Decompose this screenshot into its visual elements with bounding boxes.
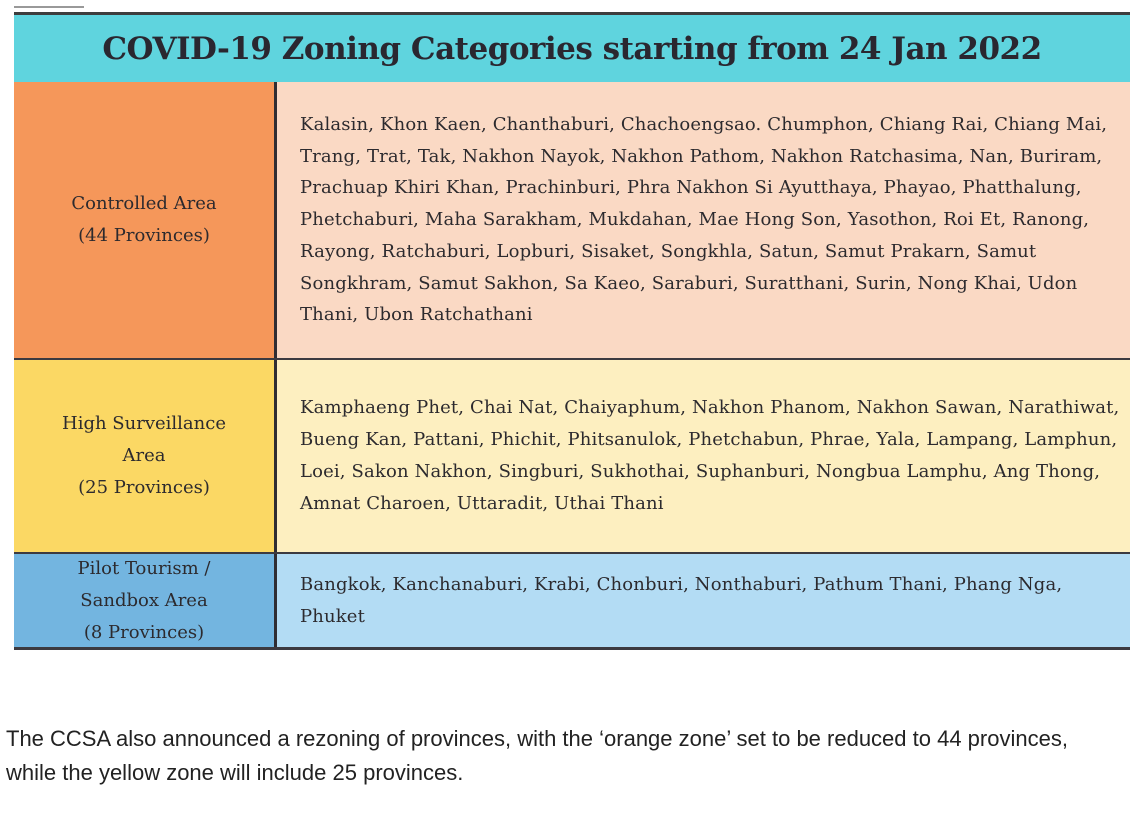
- table-title-bar: [14, 15, 1130, 82]
- category-label-cont: Sandbox Area: [80, 589, 208, 611]
- table-bottom-border: [14, 647, 1130, 650]
- provinces-cell: [277, 554, 1130, 647]
- table-row-controlled-area: [14, 82, 1130, 358]
- category-count: (8 Provinces): [83, 621, 205, 643]
- table-title: COVID-19 Zoning Categories starting from 24 Jan 2022: [102, 30, 1042, 67]
- provinces-cell: [277, 82, 1130, 358]
- category-label-cont: Area: [122, 445, 166, 466]
- table-row-high-surveillance-area: [14, 360, 1130, 552]
- provinces-list: Bangkok, Kanchanaburi, Krabi, Chonburi, Nonthaburi, Pathum Thani, Phang Nga, Phuket: [300, 573, 1063, 627]
- provinces-cell: [277, 360, 1130, 552]
- category-cell: [14, 554, 274, 647]
- provinces-list: Kamphaeng Phet, Chai Nat, Chaiyaphum, Nakhon Phanom, Nakhon Sawan, Narathiwat, Bueng Kan, Pattani, Phichit, Phitsanulok, Phetchabun, Phrae, Yala, Lampang, Lamphun, Loei, Sakon Nakhon, Singburi, Sukhothai, Suphanburi, Nongbua Lamphu, Ang Thong, Amnat Charoen, Uttaradit, Uthai Thani: [300, 397, 1120, 514]
- category-cell: [14, 360, 274, 552]
- zoning-table-image: [14, 15, 1130, 647]
- provinces-list: Kalasin, Khon Kaen, Chanthaburi, Chachoengsao. Chumphon, Chiang Rai, Chiang Mai, Trang, Trat, Tak, Nakhon Nayok, Nakhon Pathom, Nakhon Ratchasima, Nan, Buriram, Prachuap Khiri Khan, Prachinburi, Phra Nakhon Si Ayutthaya, Phayao, Phatthalung, Phetchaburi, Maha Sarakham, Mukdahan, Mae Hong Son, Yasothon, Roi Et, Ranong, Rayong, Ratchaburi, Lopburi, Sisaket, Songkhla, Satun, Samut Prakarn, Samut Songkhram, Samut Sakhon, Sa Kaeo, Saraburi, Suratthani, Surin, Nong Khai, Udon Thani, Ubon Ratchathani: [300, 113, 1108, 326]
- category-label: Pilot Tourism /: [77, 557, 211, 579]
- table-row-pilot-tourism-sandbox-area: [14, 554, 1130, 647]
- category-count: (25 Provinces): [78, 477, 210, 498]
- category-label: High Surveillance: [62, 413, 226, 434]
- article-caption: The CCSA also announced a rezoning of provinces, with the ‘orange zone’ set to be reduced to 44 provinces, while the yellow zone will include 25 provinces.: [6, 726, 1068, 785]
- category-label: Controlled Area: [71, 193, 217, 214]
- category-count: (44 Provinces): [78, 225, 210, 246]
- category-cell: [14, 82, 274, 358]
